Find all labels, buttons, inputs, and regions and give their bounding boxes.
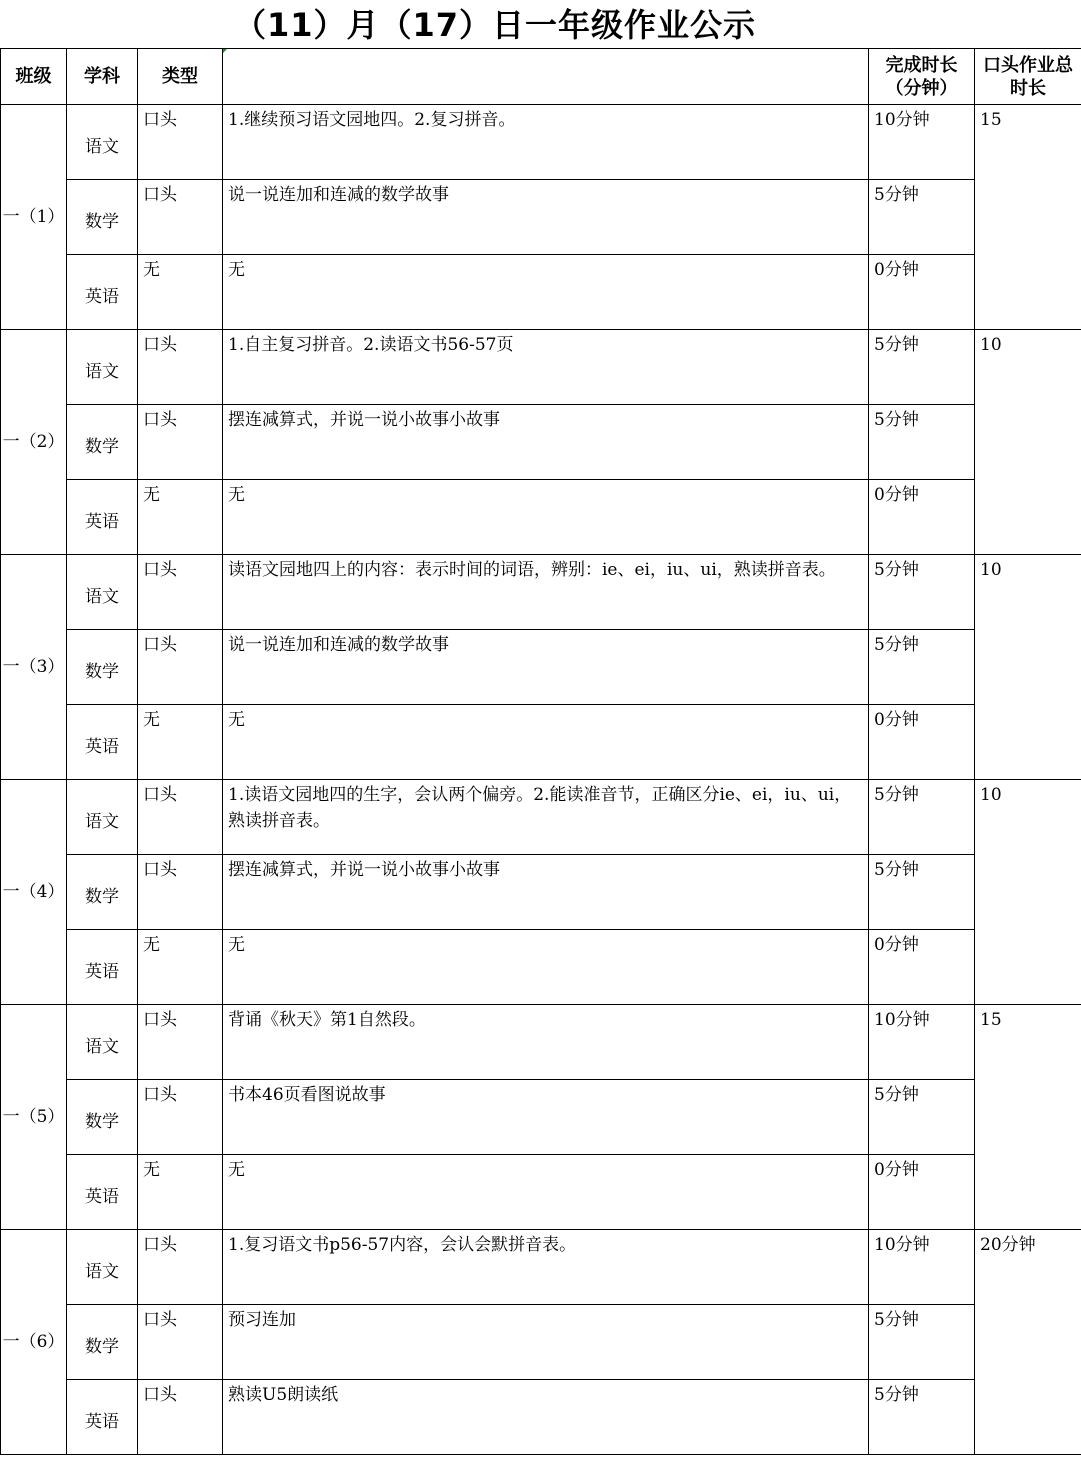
type-cell[interactable]: 口头 (138, 555, 223, 630)
duration-cell[interactable]: 5分钟 (869, 630, 975, 705)
content-cell[interactable]: 说一说连加和连减的数学故事 (223, 180, 869, 255)
duration-cell[interactable]: 5分钟 (869, 1305, 975, 1380)
type-cell[interactable]: 口头 (138, 1305, 223, 1380)
type-cell[interactable]: 口头 (138, 1005, 223, 1080)
duration-cell[interactable]: 0分钟 (869, 705, 975, 780)
duration-cell[interactable]: 10分钟 (869, 105, 975, 180)
duration-cell[interactable]: 5分钟 (869, 405, 975, 480)
subject-label: 语文 (85, 137, 119, 157)
subject-cell[interactable] (67, 855, 138, 930)
subject-cell[interactable] (67, 330, 138, 405)
subject-cell[interactable] (67, 1230, 138, 1305)
table-row (1, 930, 1081, 1005)
table-row (1, 705, 1081, 780)
subject-label: 英语 (85, 1412, 119, 1432)
content-cell[interactable]: 摆连减算式，并说一说小故事小故事 (223, 405, 869, 480)
type-cell[interactable]: 口头 (138, 1380, 223, 1455)
total-cell[interactable]: 10 (975, 330, 1081, 555)
content-cell[interactable]: 无 (223, 930, 869, 1005)
subject-label: 英语 (85, 737, 119, 757)
duration-cell[interactable]: 5分钟 (869, 330, 975, 405)
class-cell[interactable]: 一（4） (1, 780, 67, 1005)
header-class[interactable]: 班级 (1, 49, 67, 105)
header-content[interactable] (223, 49, 869, 105)
subject-cell[interactable] (67, 705, 138, 780)
table-row (1, 1230, 1081, 1305)
total-cell[interactable]: 10 (975, 780, 1081, 1005)
subject-label: 语文 (85, 812, 119, 832)
duration-cell[interactable]: 5分钟 (869, 180, 975, 255)
table-row (1, 255, 1081, 330)
class-cell[interactable]: 一（3） (1, 555, 67, 780)
type-cell[interactable]: 口头 (138, 405, 223, 480)
type-cell[interactable]: 口头 (138, 855, 223, 930)
content-cell[interactable]: 1.继续预习语文园地四。2.复习拼音。 (223, 105, 869, 180)
content-cell[interactable]: 书本46页看图说故事 (223, 1080, 869, 1155)
header-subject[interactable]: 学科 (67, 49, 138, 105)
content-cell[interactable]: 读语文园地四上的内容：表示时间的词语，辨别：ie、ei，iu、ui，熟读拼音表。 (223, 555, 869, 630)
total-cell[interactable]: 15 (975, 105, 1081, 330)
content-cell[interactable]: 说一说连加和连减的数学故事 (223, 630, 869, 705)
content-cell[interactable]: 1.读语文园地四的生字，会认两个偏旁。2.能读准音节，正确区分ie、ei，iu、ui，熟读拼音表。 (223, 780, 869, 855)
type-cell[interactable]: 口头 (138, 630, 223, 705)
subject-label: 数学 (85, 1337, 119, 1357)
content-cell[interactable]: 无 (223, 705, 869, 780)
duration-cell[interactable]: 10分钟 (869, 1230, 975, 1305)
duration-cell[interactable]: 5分钟 (869, 855, 975, 930)
table-row (1, 330, 1081, 405)
subject-cell[interactable] (67, 780, 138, 855)
subject-label: 语文 (85, 1262, 119, 1282)
type-cell[interactable]: 口头 (138, 105, 223, 180)
header-duration[interactable]: 完成时长（分钟） (869, 49, 975, 105)
duration-cell[interactable]: 10分钟 (869, 1005, 975, 1080)
page-title: （11）月（17）日一年级作业公示 (233, 6, 757, 44)
type-cell[interactable]: 无 (138, 930, 223, 1005)
homework-table (0, 48, 1081, 1455)
table-row (1, 480, 1081, 555)
content-cell[interactable]: 预习连加 (223, 1305, 869, 1380)
type-cell[interactable]: 无 (138, 480, 223, 555)
subject-cell[interactable] (67, 405, 138, 480)
total-cell[interactable]: 20分钟 (975, 1230, 1081, 1455)
subject-cell[interactable] (67, 555, 138, 630)
subject-label: 语文 (85, 587, 119, 607)
table-row (1, 1380, 1081, 1455)
subject-label: 英语 (85, 287, 119, 307)
type-cell[interactable]: 口头 (138, 330, 223, 405)
subject-cell[interactable] (67, 930, 138, 1005)
table-row (1, 855, 1081, 930)
class-cell[interactable]: 一（1） (1, 105, 67, 330)
duration-cell[interactable]: 0分钟 (869, 255, 975, 330)
duration-cell[interactable]: 5分钟 (869, 1380, 975, 1455)
table-row (1, 180, 1081, 255)
duration-cell[interactable]: 0分钟 (869, 480, 975, 555)
subject-cell[interactable] (67, 1380, 138, 1455)
subject-label: 语文 (85, 1037, 119, 1057)
type-cell[interactable]: 无 (138, 705, 223, 780)
content-cell[interactable]: 1.自主复习拼音。2.读语文书56-57页 (223, 330, 869, 405)
table-row (1, 1005, 1081, 1080)
subject-cell[interactable] (67, 1080, 138, 1155)
subject-label: 数学 (85, 1112, 119, 1132)
header-total[interactable]: 口头作业总时长 (975, 49, 1081, 105)
subject-cell[interactable] (67, 630, 138, 705)
type-cell[interactable]: 无 (138, 255, 223, 330)
type-cell[interactable]: 无 (138, 1155, 223, 1230)
subject-label: 数学 (85, 212, 119, 232)
subject-label: 数学 (85, 887, 119, 907)
content-cell[interactable]: 无 (223, 1155, 869, 1230)
content-cell[interactable]: 1.复习语文书p56-57内容，会认会默拼音表。 (223, 1230, 869, 1305)
subject-label: 语文 (85, 362, 119, 382)
subject-cell[interactable] (67, 105, 138, 180)
class-cell[interactable]: 一（6） (1, 1230, 67, 1455)
header-row (1, 49, 1081, 105)
content-cell[interactable]: 摆连减算式，并说一说小故事小故事 (223, 855, 869, 930)
class-cell[interactable]: 一（5） (1, 1005, 67, 1230)
subject-label: 英语 (85, 962, 119, 982)
table-row (1, 555, 1081, 630)
subject-cell[interactable] (67, 180, 138, 255)
total-cell[interactable]: 10 (975, 555, 1081, 780)
duration-cell[interactable]: 0分钟 (869, 1155, 975, 1230)
duration-cell[interactable]: 5分钟 (869, 555, 975, 630)
subject-label: 数学 (85, 437, 119, 457)
table-row (1, 630, 1081, 705)
table-row (1, 780, 1081, 855)
subject-cell[interactable] (67, 255, 138, 330)
subject-cell[interactable] (67, 1155, 138, 1230)
subject-cell[interactable] (67, 480, 138, 555)
subject-cell[interactable] (67, 1305, 138, 1380)
subject-label: 数学 (85, 662, 119, 682)
table-row (1, 105, 1081, 180)
table-row (1, 1080, 1081, 1155)
content-cell[interactable]: 背诵《秋天》第1自然段。 (223, 1005, 869, 1080)
content-cell[interactable]: 无 (223, 480, 869, 555)
table-row (1, 405, 1081, 480)
content-cell[interactable]: 无 (223, 255, 869, 330)
content-cell[interactable]: 熟读U5朗读纸 (223, 1380, 869, 1455)
subject-cell[interactable] (67, 1005, 138, 1080)
type-cell[interactable]: 口头 (138, 780, 223, 855)
subject-label: 英语 (85, 512, 119, 532)
table-row (1, 1155, 1081, 1230)
header-type[interactable]: 类型 (138, 49, 223, 105)
duration-cell[interactable]: 5分钟 (869, 1080, 975, 1155)
type-cell[interactable]: 口头 (138, 180, 223, 255)
type-cell[interactable]: 口头 (138, 1080, 223, 1155)
total-cell[interactable]: 15 (975, 1005, 1081, 1230)
type-cell[interactable]: 口头 (138, 1230, 223, 1305)
class-cell[interactable]: 一（2） (1, 330, 67, 555)
duration-cell[interactable]: 5分钟 (869, 780, 975, 855)
subject-label: 英语 (85, 1187, 119, 1207)
duration-cell[interactable]: 0分钟 (869, 930, 975, 1005)
table-row (1, 1305, 1081, 1380)
